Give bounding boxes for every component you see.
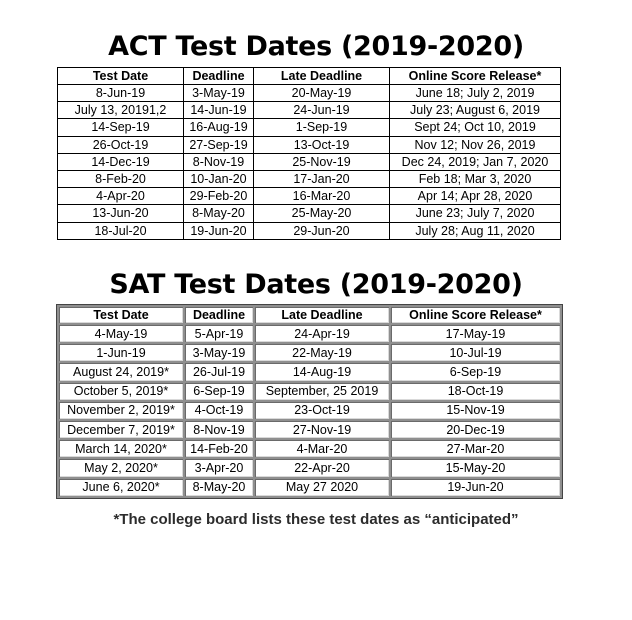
- deadline-cell: 29-Feb-20: [184, 188, 254, 205]
- deadline-cell: 8-May-20: [184, 478, 254, 497]
- table-header-row: [58, 68, 561, 85]
- online-score-release-cell: 18-Oct-19: [390, 382, 561, 401]
- table-row: [58, 382, 561, 401]
- test-date-cell: June 6, 2020*: [58, 478, 184, 497]
- test-date-cell: August 24, 2019*: [58, 362, 184, 381]
- deadline-cell: 5-Apr-19: [184, 324, 254, 343]
- header-late-deadline: Late Deadline: [254, 68, 390, 85]
- late-deadline-cell: 25-Nov-19: [254, 153, 390, 170]
- deadline-cell: 10-Jan-20: [184, 170, 254, 187]
- deadline-cell: 8-Nov-19: [184, 420, 254, 439]
- sat-title: SAT Test Dates (2019-2020): [109, 269, 523, 300]
- test-date-cell: May 2, 2020*: [58, 458, 184, 477]
- act-title: ACT Test Dates (2019-2020): [108, 31, 524, 62]
- table-row: [58, 188, 561, 205]
- table-row: [58, 205, 561, 222]
- header-deadline: Deadline: [184, 68, 254, 85]
- deadline-cell: 8-Nov-19: [184, 153, 254, 170]
- deadline-cell: 3-May-19: [184, 343, 254, 362]
- late-deadline-cell: May 27 2020: [254, 478, 390, 497]
- late-deadline-cell: 24-Jun-19: [254, 102, 390, 119]
- late-deadline-cell: 20-May-19: [254, 85, 390, 102]
- late-deadline-cell: 16-Mar-20: [254, 188, 390, 205]
- online-score-release-cell: 27-Mar-20: [390, 439, 561, 458]
- table-row: [58, 420, 561, 439]
- online-score-release-cell: 15-May-20: [390, 458, 561, 477]
- late-deadline-cell: 24-Apr-19: [254, 324, 390, 343]
- deadline-cell: 4-Oct-19: [184, 401, 254, 420]
- table-row: [58, 401, 561, 420]
- act-table-body: [58, 85, 561, 240]
- test-date-cell: 1-Jun-19: [58, 343, 184, 362]
- header-test-date: Test Date: [58, 306, 184, 324]
- deadline-cell: 6-Sep-19: [184, 382, 254, 401]
- online-score-release-cell: July 28; Aug 11, 2020: [390, 222, 561, 239]
- deadline-cell: 8-May-20: [184, 205, 254, 222]
- table-row: [58, 85, 561, 102]
- table-row: [58, 222, 561, 239]
- table-row: [58, 102, 561, 119]
- header-deadline: Deadline: [184, 306, 254, 324]
- deadline-cell: 26-Jul-19: [184, 362, 254, 381]
- table-row: [58, 136, 561, 153]
- table-row: [58, 362, 561, 381]
- deadline-cell: 19-Jun-20: [184, 222, 254, 239]
- late-deadline-cell: 25-May-20: [254, 205, 390, 222]
- online-score-release-cell: July 23; August 6, 2019: [390, 102, 561, 119]
- online-score-release-cell: Sept 24; Oct 10, 2019: [390, 119, 561, 136]
- test-date-cell: 18-Jul-20: [58, 222, 184, 239]
- online-score-release-cell: 6-Sep-19: [390, 362, 561, 381]
- test-date-cell: 14-Sep-19: [58, 119, 184, 136]
- sat-dates-table: [57, 305, 562, 498]
- table-row: [58, 343, 561, 362]
- test-date-cell: October 5, 2019*: [58, 382, 184, 401]
- test-date-cell: December 7, 2019*: [58, 420, 184, 439]
- table-row: [58, 153, 561, 170]
- deadline-cell: 14-Jun-19: [184, 102, 254, 119]
- late-deadline-cell: 29-Jun-20: [254, 222, 390, 239]
- sat-table-body: [58, 324, 561, 497]
- deadline-cell: 27-Sep-19: [184, 136, 254, 153]
- late-deadline-cell: 22-May-19: [254, 343, 390, 362]
- test-date-cell: March 14, 2020*: [58, 439, 184, 458]
- test-date-cell: 4-Apr-20: [58, 188, 184, 205]
- act-dates-table: [57, 67, 561, 240]
- header-online-score-release: Online Score Release*: [390, 68, 561, 85]
- test-date-cell: 14-Dec-19: [58, 153, 184, 170]
- late-deadline-cell: 22-Apr-20: [254, 458, 390, 477]
- header-late-deadline: Late Deadline: [254, 306, 390, 324]
- online-score-release-cell: 19-Jun-20: [390, 478, 561, 497]
- table-header-row: [58, 306, 561, 324]
- table-row: [58, 458, 561, 477]
- late-deadline-cell: 17-Jan-20: [254, 170, 390, 187]
- deadline-cell: 3-Apr-20: [184, 458, 254, 477]
- late-deadline-cell: 13-Oct-19: [254, 136, 390, 153]
- table-row: [58, 324, 561, 343]
- deadline-cell: 16-Aug-19: [184, 119, 254, 136]
- test-date-cell: July 13, 20191,2: [58, 102, 184, 119]
- test-date-cell: 4-May-19: [58, 324, 184, 343]
- header-online-score-release: Online Score Release*: [390, 306, 561, 324]
- test-date-cell: 8-Jun-19: [58, 85, 184, 102]
- online-score-release-cell: Feb 18; Mar 3, 2020: [390, 170, 561, 187]
- deadline-cell: 3-May-19: [184, 85, 254, 102]
- online-score-release-cell: 20-Dec-19: [390, 420, 561, 439]
- online-score-release-cell: Dec 24, 2019; Jan 7, 2020: [390, 153, 561, 170]
- table-row: [58, 478, 561, 497]
- test-date-cell: November 2, 2019*: [58, 401, 184, 420]
- table-row: [58, 119, 561, 136]
- test-date-cell: 26-Oct-19: [58, 136, 184, 153]
- test-date-cell: 13-Jun-20: [58, 205, 184, 222]
- test-date-cell: 8-Feb-20: [58, 170, 184, 187]
- late-deadline-cell: 1-Sep-19: [254, 119, 390, 136]
- footnote: *The college board lists these test dates as “anticipated”: [113, 511, 519, 528]
- late-deadline-cell: 14-Aug-19: [254, 362, 390, 381]
- late-deadline-cell: September, 25 2019: [254, 382, 390, 401]
- online-score-release-cell: Nov 12; Nov 26, 2019: [390, 136, 561, 153]
- online-score-release-cell: 10-Jul-19: [390, 343, 561, 362]
- table-row: [58, 170, 561, 187]
- deadline-cell: 14-Feb-20: [184, 439, 254, 458]
- header-test-date: Test Date: [58, 68, 184, 85]
- table-row: [58, 439, 561, 458]
- late-deadline-cell: 4-Mar-20: [254, 439, 390, 458]
- online-score-release-cell: 17-May-19: [390, 324, 561, 343]
- online-score-release-cell: June 18; July 2, 2019: [390, 85, 561, 102]
- online-score-release-cell: June 23; July 7, 2020: [390, 205, 561, 222]
- online-score-release-cell: 15-Nov-19: [390, 401, 561, 420]
- late-deadline-cell: 23-Oct-19: [254, 401, 390, 420]
- online-score-release-cell: Apr 14; Apr 28, 2020: [390, 188, 561, 205]
- late-deadline-cell: 27-Nov-19: [254, 420, 390, 439]
